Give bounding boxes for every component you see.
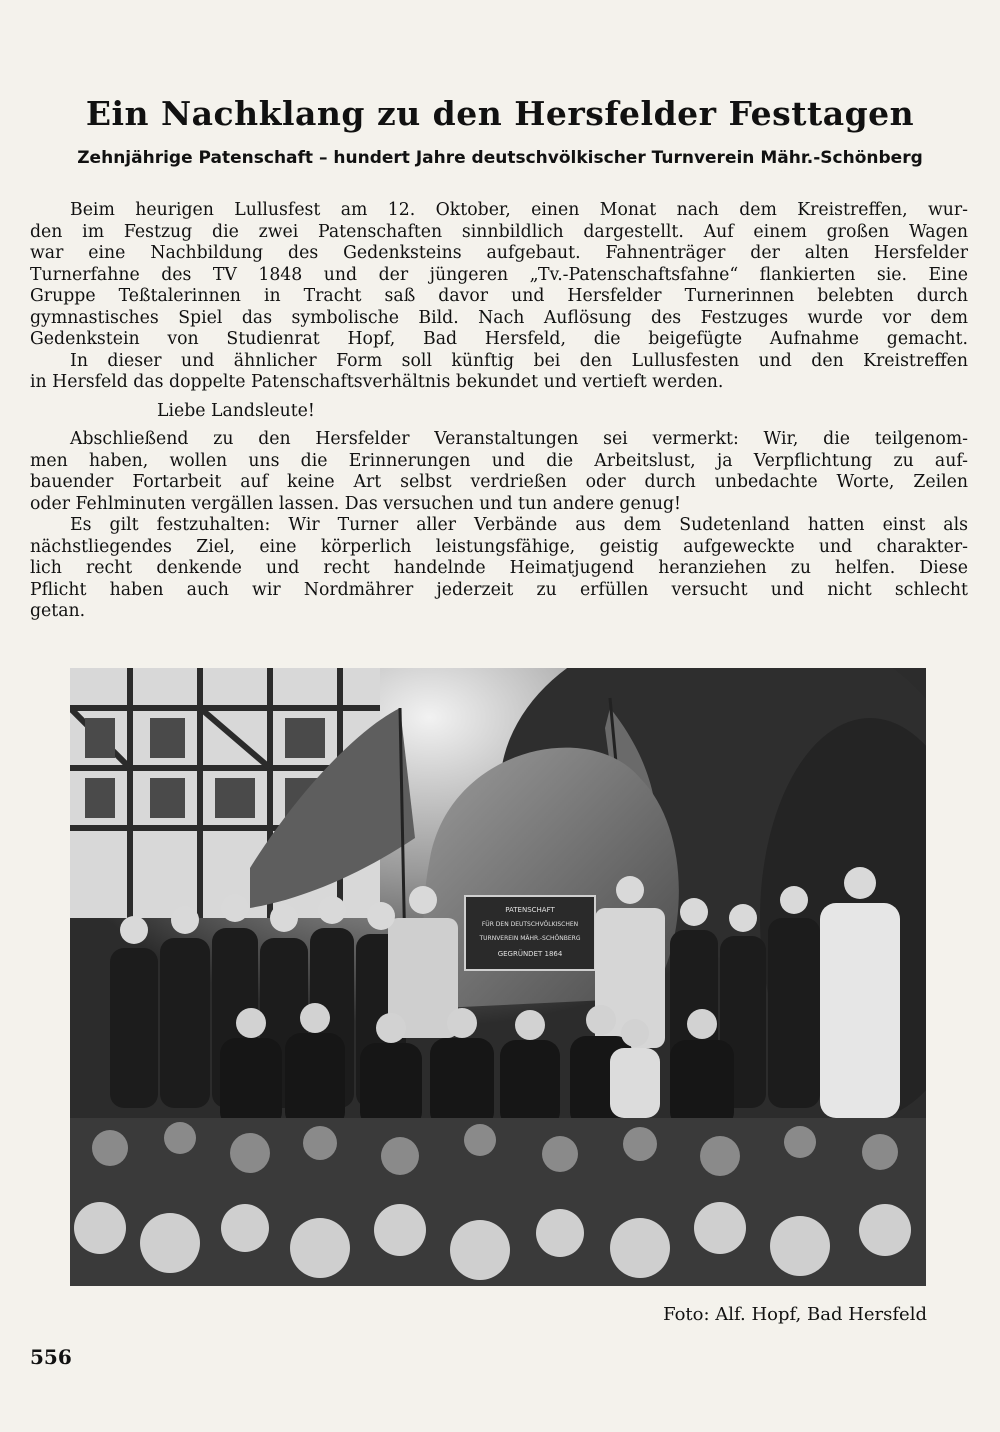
plaque-line: PATENSCHAFT — [505, 906, 555, 914]
page-number: 556 — [30, 1345, 72, 1369]
text-line: bauender Fortarbeit auf keine Art selbst verdrießen oder durch unbedachte Worte, Zeilen — [30, 472, 968, 492]
article-subtitle: Zehnjährige Patenschaft – hundert Jahre deutschvölkischer Turnverein Mähr.-Schönberg — [77, 148, 923, 168]
flower-bed — [70, 1118, 926, 1286]
paragraph-4 — [30, 515, 968, 623]
text-line: lich recht denkende und recht handelnde Heimatjugend heranziehen zu helfen. Diese — [30, 558, 968, 578]
plaque-line: GEGRÜNDET 1864 — [497, 950, 563, 958]
text-line: Gedenkstein von Studienrat Hopf, Bad Hersfeld, die beigefügte Aufnahme gemacht. — [30, 329, 968, 349]
text-line: In dieser und ähnlicher Form soll künftig bei den Lullusfesten und den Kreistreffen — [70, 350, 968, 371]
text-line: Beim heurigen Lullusfest am 12. Oktober, einen Monat nach dem Kreistreffen, wur- — [70, 200, 968, 220]
text-line: den im Festzug die zwei Patenschaften sinnbildlich dargestellt. Auf einem großen Wagen — [30, 221, 968, 242]
salutation: Liebe Landsleute! — [157, 400, 315, 421]
text-line: oder Fehlminuten vergällen lassen. Das versuchen und tun andere genug! — [30, 493, 681, 514]
paragraph-3 — [30, 429, 968, 515]
text-line: men haben, wollen uns die Erinnerungen und die Arbeitslust, ja Verpflichtung zu auf- — [30, 450, 968, 471]
text-line: in Hersfeld das doppelte Patenschaftsverhältnis bekundet und vertieft werden. — [30, 372, 724, 392]
article-body — [30, 200, 968, 623]
text-line: gymnastisches Spiel das symbolische Bild. Nach Auflösung des Festzuges wurde vor dem — [30, 307, 968, 328]
text-line: Abschließend zu den Hersfelder Veranstaltungen sei vermerkt: Wir, die teilgenom- — [70, 429, 968, 449]
article-title: Ein Nachklang zu den Hersfelder Festtagen — [85, 94, 915, 133]
paragraph-2 — [30, 351, 968, 394]
text-line: nächstliegendes Ziel, eine körperlich leistungsfähige, geistig aufgeweckte und charakter- — [30, 536, 968, 557]
photo-caption: Foto: Alf. Hopf, Bad Hersfeld — [663, 1304, 927, 1325]
plaque-line: TURNVEREIN MÄHR.-SCHÖNBERG — [479, 935, 581, 942]
text-line: Gruppe Teßtalerinnen in Tracht saß davor und Hersfelder Turnerinnen belebten durch — [30, 286, 968, 306]
text-line: getan. — [30, 601, 86, 621]
group-photo-illustration — [70, 668, 926, 1286]
text-line: war eine Nachbildung des Gedenksteins aufgebaut. Fahnenträger der alten Hersfelder — [30, 243, 968, 263]
text-line: Es gilt festzuhalten: Wir Turner aller Verbände aus dem Sudetenland hatten einst als — [70, 515, 968, 535]
paragraph-1 — [30, 200, 968, 351]
plaque-line: FÜR DEN DEUTSCHVÖLKISCHEN — [481, 921, 579, 928]
group-photo — [70, 668, 926, 1286]
text-line: Pflicht haben auch wir Nordmährer jederzeit zu erfüllen versucht und nicht schlecht — [30, 579, 968, 600]
text-line: Turnerfahne des TV 1848 und der jüngeren „Tv.-Patenschaftsfahne“ flankierten sie. Eine — [30, 264, 968, 285]
memorial-plaque — [465, 896, 595, 970]
